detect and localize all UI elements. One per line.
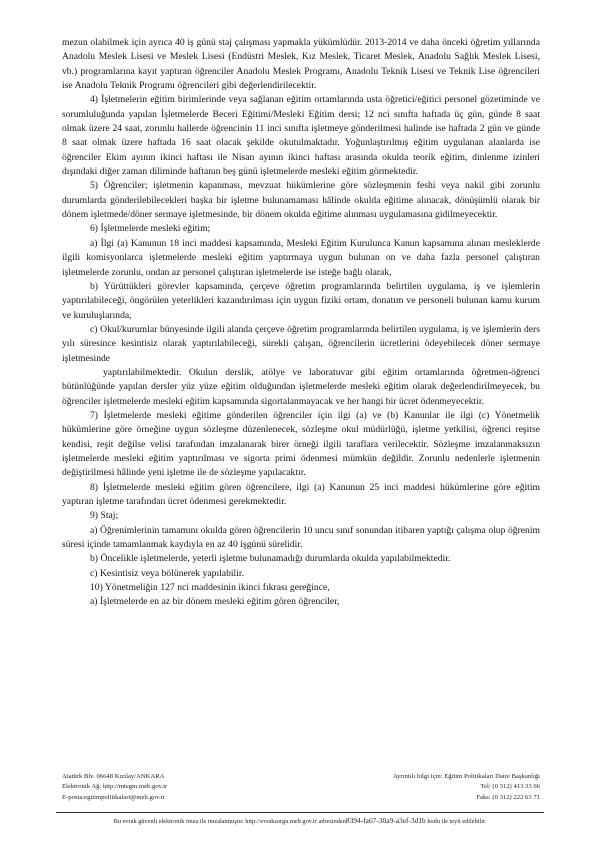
paragraph-item-9c: c) Kesintisiz veya bölünerek yapılabilir. [90, 567, 244, 579]
paragraph-intro: mezun olabilmek için ayrıca 40 iş günü staj çalışması yapmakla yükümlüdür. 2013-2014 ve daha önceki öğretim yıllarında Anadolu Meslek Lisesi ve Meslek Lisesi (Endüstri Meslek, Kız Meslek, Ticaret Meslek, Anadolu Sağlık Meslek Lisesi, vb.) programlarına kayıt yaptıran öğrenciler Anadolu Meslek Programı, Anadolu Teknik Lisesi ve Teknik Lise öğrencileri ise Anadolu Teknik Programı öğrencileri gibi değerlendirilecektir. [62, 37, 540, 92]
paragraph-item-10a: a) İşletmelerde en az bir dönem mesleki eğitim gören öğrenciler, [90, 596, 340, 608]
esignature-note-prefix: Bu evrak güvenli elektronik imza ile imzalanmıştır. http://evraksorgu.meb.gov.tr adresinden [113, 818, 346, 825]
paragraph-item-6: 6) İşletmelerde mesleki eğitim; [90, 223, 211, 235]
paragraph-item-10: 10) Yönetmeliğin 127 nci maddesinin ikinci fıkrası gereğince, [90, 582, 330, 594]
paragraph-item-4: 4) İşletmelerin eğitim birimlerinde veya sağlanan eğitim ortamlarında usta öğretici/eğitici personel gözetiminde ve sorumluluğunda yapılan İşletmelerde Beceri Eğitimi/Mesleki Eğitim dersi; 12 nci sınıfta haftada üç gün, günde 8 saat olmak üzere 24 saat, zorunlu hallerde öğrencinin 11 inci sınıfta işletmeye gönderilmesi halinde ise haftada 2 gün ve günde 8 saat olmak üzere haftada 16 saat olacak şekilde okutulmaktadır. Yoğunlaştırılmış eğitim uygulanan alanlarda ise öğrenciler Ekim ayının ikinci haftası ile Nisan ayının ikinci haftası arasında okulda teorik eğitim, dinlenme izinleri dışındaki diğer zaman diliminde haftanın beş günü işletmelerde mesleki eğitim görmektedir. [62, 94, 540, 178]
footer-contact-address [62, 772, 167, 803]
paragraph-item-5: 5) Öğrenciler; işletmenin kapanması, mevzuat hükümlerine göre sözleşmenin feshi veya nakil gibi zorunlu durumlarda gönderilebilecekleri başka bir işletme bulunamaması hâlinde okulda eğitime alınacak, dönüşümlü olarak bir dönem işletmede/döner sermaye işletmesinde, bir dönem okulda eğitime alınması uygulamasına gidilmeyecektir. [62, 180, 540, 221]
footer-divider-rule [56, 812, 544, 813]
footer-fax-line: Faks: (0 312) 222 63 71 [476, 793, 540, 801]
document-body [62, 36, 540, 610]
esignature-verification-code: 8394-fa67-30a9-a3ef-3d1b [345, 816, 426, 825]
esignature-note-suffix: kodu ile teyit edilebilir. [425, 818, 487, 825]
page-footer [62, 772, 540, 803]
footer-email-line: E-posta:egitimpolitikalari@meb.gov.tr [62, 793, 165, 801]
paragraph-item-6b: b) Yürüttükleri görevler kapsamında, çerçeve öğretim programlarında belirtilen uygulama, iş ve işlemlerin yaptırılabileceği, öngörülen yeterlikleri kazandırılması için uygun fiziki ortam, donatım ve personeli bulunan kamu kurum ve kuruluşlarında, [62, 280, 540, 321]
esignature-verification-note [56, 816, 544, 826]
paragraph-item-9a: a) Öğrenimlerinin tamamını okulda gören öğrencilerin 10 uncu sınıf sonundan itibaren yaptığı çalışma olup öğrenim süresi içinde tamamlanmak kaydıyla en az 40 işgünü sürelidir. [62, 524, 540, 551]
footer-website-line: Elektronik Ağ: http://mtegm.meb.gov.tr [62, 783, 168, 791]
footer-department-line: Ayrıntılı bilgi için: Eğitim Politikaları Daire Başkanlığı [392, 773, 540, 780]
paragraph-item-6c: c) Okul/kurumlar bünyesinde ilgili alanda çerçeve öğretim programlarında belirtilen uygulama, iş ve işlemlerin ders yılı süresince kesintisiz olarak yaptırılabileceği, sürekli çalışan, öğrencilerin ücretlerini ödeyebilecek döner sermaye işletmesinde [62, 323, 540, 364]
footer-contact-department [393, 772, 540, 803]
paragraph-item-9b: b) Öncelikle işletmelerde, yeterli işletme bulunamadığı durumlarda okulda yapılabilmektedir. [90, 553, 451, 565]
paragraph-item-6a: a) İlgi (a) Kanunun 18 inci maddesi kapsamında, Mesleki Eğitim Kurulunca Kanun kapsamına alınan mesleklerde ilgili komisyonlarca işletmelerde mesleki eğitim yaptırmaya uygun bulunan on ve daha fazla personel çalıştıran işletmelerde zorunlu, ondan az personel çalıştıran işletmelerde ise isteğe bağlı olarak, [62, 237, 540, 278]
footer-phone-line: Tel: (0 312) 413 33 66 [480, 783, 540, 791]
paragraph-item-7: 7) İşletmelerde mesleki eğitime gönderilen öğrenciler için ilgi (a) ve (b) Kanunlar ile ilgi (c) Yönetmelik hükümlerine göre örneğine uygun sözleşme düzenlenecek, sözleşme okul müdürlüğü, işletme yetkilisi, öğrenci reşitse kendisi, reşit değilse velisi tarafından imzalanarak birer örneği ilgili taraflara verilecektir. Sözleşme imzalanmaksızın işletmelerde mesleki eğitim yaptırılması ve sigorta primi ödenmesi mümkün değildir. Zorunlu nedenlerle işletmenin değiştirilmesi hâlinde yeni işletme ile de sözleşme yapılacaktır. [62, 409, 540, 479]
paragraph-item-6c-continued: yaptırılabilmektedir. Okulun derslik, atölye ve laboratuvar gibi eğitim ortamlarında öğretmen-öğrenci bütünlüğünde yapılan dersler yüz yüze eğitim olduğundan işletmelerde mesleki eğitim olarak değerlendirilmeyecek, bu öğrenciler işletmelerde mesleki eğitim kapsamında sigortalanmayacak ve her hangi bir ücret ödenmeyecektir. [62, 366, 540, 407]
footer-address-line: Atatürk Blv. 06648 Kızılay/ANKARA [62, 773, 165, 780]
paragraph-item-8: 8) İşletmelerde mesleki eğitim gören öğrencilere, ilgi (a) Kanunun 25 inci maddesi hükümlerine göre eğitim yaptıran işletme tarafından ücret ödenmesi gerekmektedir. [62, 481, 540, 507]
paragraph-item-9: 9) Staj; [90, 510, 119, 522]
